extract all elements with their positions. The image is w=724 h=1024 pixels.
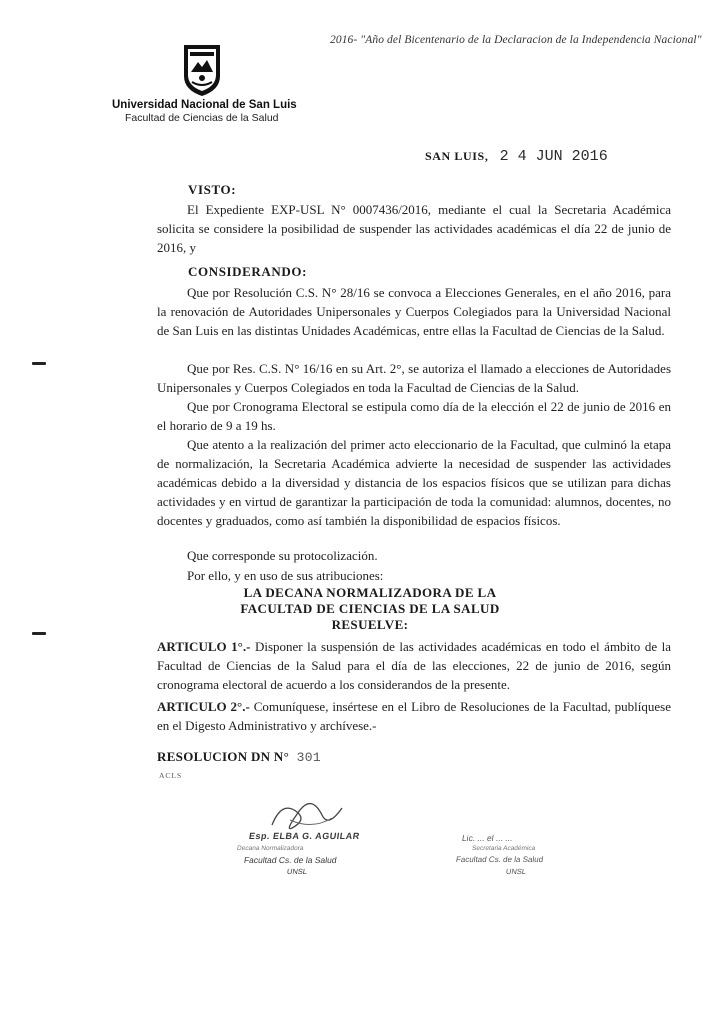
dateline	[425, 148, 608, 165]
signature-left-role: Decana Normalizadora	[236, 845, 304, 852]
university-logo	[180, 42, 224, 98]
signature-right-faculty: Facultad Cs. de la Salud	[455, 855, 544, 864]
dateline-place: SAN LUIS,	[425, 149, 489, 163]
visto-paragraph: El Expediente EXP-USL N° 0007436/2016, mediante el cual la Secretaria Académica solicita se considere la posibilidad de suspender las actividades académicas el día 22 de junio de 2016, y	[157, 202, 671, 255]
article-2-title: ARTICULO 2°.-	[157, 699, 250, 714]
considerando-paragraph-6: Por ello, y en uso de sus atribuciones:	[187, 568, 384, 583]
considerando-heading: CONSIDERANDO:	[188, 264, 308, 279]
institutional-motto: 2016- "Año del Bicentenario de la Declaracion de la Independencia Nacional"	[330, 34, 702, 46]
resolution-label: RESOLUCION DN N°	[157, 749, 290, 764]
article-1-text: Disponer la suspensión de las actividades académicas en todo el ámbito de la Facultad de Ciencias de la Salud para el día de las elecciones, 22 de junio de 2016, según cronograma electoral de acuerdo a los considerandos de la presente.	[157, 639, 671, 692]
signature-left-name: Esp. ELBA G. AGUILAR	[248, 831, 361, 841]
resolve-line-2: FACULTAD DE CIENCIAS DE LA SALUD	[240, 601, 500, 616]
considerando-paragraph-5: Que corresponde su protocolización.	[187, 548, 378, 563]
resolution-number	[157, 749, 321, 765]
date-stamp: 2 4 JUN 2016	[499, 148, 608, 165]
signature-left-unsl: UNSL	[286, 867, 308, 876]
punch-mark-lower	[32, 632, 46, 635]
resolution-number-value: 301	[296, 750, 321, 765]
punch-mark-upper	[32, 362, 46, 365]
signature-right-role: Secretaria Académica	[471, 845, 536, 852]
typist-initials: ACLS	[159, 771, 183, 780]
resolve-line-3: RESUELVE:	[331, 617, 409, 632]
university-name: Universidad Nacional de San Luis	[112, 99, 297, 111]
signature-left-faculty: Facultad Cs. de la Salud	[243, 855, 338, 865]
signature-right-name: Lic. ... el ... ...	[461, 833, 514, 843]
signature-right-unsl: UNSL	[505, 867, 527, 876]
considerando-paragraph-2: Que por Res. C.S. N° 16/16 en su Art. 2°, se autoriza el llamado a elecciones de Autoridades Unipersonales y Cuerpos Colegiados en toda la Facultad de Ciencias de la Salud.	[157, 361, 671, 395]
faculty-name: Facultad de Ciencias de la Salud	[125, 112, 279, 124]
article-1-title: ARTICULO 1°.-	[157, 639, 251, 654]
resolve-line-1: LA DECANA NORMALIZADORA DE LA	[243, 585, 497, 600]
considerando-paragraph-3: Que por Cronograma Electoral se estipula como día de la elección el 22 de junio de 2016 en el horario de 9 a 19 hs.	[157, 399, 671, 433]
article-1	[157, 637, 671, 694]
considerando-paragraph-1: Que por Resolución C.S. N° 28/16 se convoca a Elecciones Generales, en el año 2016, para la renovación de Autoridades Unipersonales y Cuerpos Colegiados para la Universidad Nacional de San Luis en las distintas Unidades Académicas, entre ellas la Facultad de Ciencias de la Salud.	[157, 285, 671, 338]
visto-heading: VISTO:	[188, 182, 237, 197]
considerando-paragraph-4: Que atento a la realización del primer acto eleccionario de la Facultad, que culminó la etapa de normalización, la Secretaria Académica advierte la necesidad de suspender las actividades académicas debido a la diversidad y distancia de los espacios físicos que se utilizan para dichas actividades y en virtud de garantizar la participación de toda la comunidad: alumnos, docentes, no docentes y graduados, como así también la disponibilidad de espacios físicos.	[157, 437, 671, 528]
article-2-text: Comuníquese, insértese en el Libro de Resoluciones de la Facultad, publíquese en el Digesto Administrativo y archívese.-	[157, 699, 672, 733]
article-2	[157, 697, 671, 735]
